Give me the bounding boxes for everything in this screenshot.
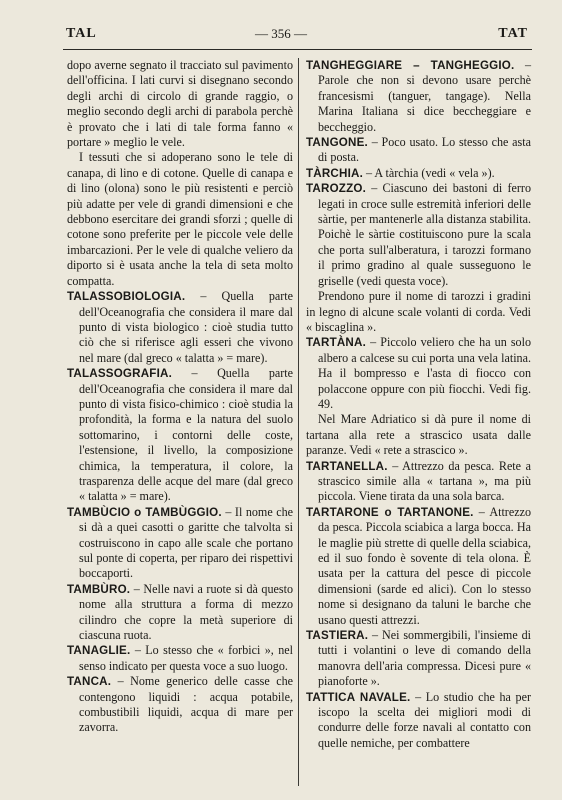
page-number: — 356 — (255, 26, 307, 41)
dictionary-entry (306, 166, 531, 181)
entry-definition: – Nei sommergibili, l'insieme di tutti i volantini o leve di comando della manovra dell'aria compressa. Dicesi pure « pianoforte ». (318, 628, 531, 689)
running-head-left: TAL (66, 26, 97, 41)
paragraph: Nel Mare Adriatico si dà pure il nome di tartana alla rete a strascico usata dalle paranze. Vedi « rete a strascico ». (306, 412, 531, 458)
entry-headword: TARTÀNA. (306, 336, 366, 350)
dictionary-entry (67, 582, 293, 644)
dictionary-entry (67, 674, 293, 736)
entry-headword: TASTIERA. (306, 629, 369, 643)
entry-headword: TAMBÙCIO o TAMBÙGGIO. (67, 505, 222, 519)
dictionary-entry (306, 181, 531, 289)
entry-definition: – Quella parte dell'Oceanografia che considera il mare dal punto di vista biologico : cioè studia tutto ciò che si riferisce agli esseri che vivono nel mare (dal greco « talatta » = mare). (79, 289, 293, 365)
entry-definition: – Attrezzo da pesca. Piccola sciabica a larga bocca. Ha le maglie più strette di quelle della sciabica, ed il suo fondo è sovente di tela olona. È usata per la cattura del pesce di piccole dimensioni (sarde ed alici). Con lo stesso nome si designano da taluni le barche che usano questi attrezzi. (318, 504, 531, 627)
entry-headword: TANCA. (67, 675, 112, 689)
entry-headword: TANGHEGGIARE – TANGHEGGIO. (306, 59, 515, 72)
dictionary-entry (306, 335, 531, 412)
entry-headword: TANAGLIE. (67, 644, 131, 658)
dictionary-entry (306, 135, 531, 166)
entry-definition: – Ciascuno dei bastoni di ferro legati in croce sulle estremità inferiori delle sàrtie, per mantenerle alla distanza stabilita. Poichè le sàrtie costituiscono pure la scala che porta sull'alberatura, i tarozzi formano il primo gradino al quale susseguono le griselle (vedi questa voce). (318, 181, 531, 288)
dictionary-entry (67, 505, 293, 582)
entry-definition: – Lo studio che ha per iscopo la scelta dei migliori modi di condurre delle forze navali al contatto con quelle nemiche, per combattere (318, 689, 532, 750)
entry-headword: TAMBÙRO. (67, 582, 131, 596)
entry-headword: TÀRCHIA. (306, 166, 363, 180)
left-column (67, 58, 293, 736)
entry-headword: TALASSOBIOLOGIA. (67, 290, 186, 304)
paragraph: I tessuti che si adoperano sono le tele di canapa, di lino e di cotone. Quelle di canapa e di lino (olona) sono le più resistenti e perciò più adatte per vele di grandi dimensioni e che debbono esercitare dei grandi sforzi ; quelle di cotone sono preferite per le piccole vele delle imbarcazioni. Per le vele di qualche veliero da diporto si è usata anche la tela di seta molto compatta. (67, 150, 293, 288)
entry-definition: – Piccolo veliero che ha un solo albero a calcese su cui porta una vela latina. Ha il bompresso e l'asta di fiocco con polaccone oppure con più fiocchi. Vedi fig. 49. (318, 335, 531, 411)
entry-definition: – Quella parte dell'Oceanografia che considera il mare dal punto di vista fisico-chimico : cioè studia la profondità, la forma e la natura del suolo sottomarino, i contorni delle coste, l'estensione, il livello, la composizione chimica, la temperatura, il colore, la trasparenza delle acque del mare (dal greco « talatta » = mare). (79, 366, 293, 504)
entry-definition: – Attrezzo da pesca. Rete a strascico simile alla « tartana », ma più piccola. Viene tirata da una sola barca. (318, 458, 531, 504)
entry-definition: – Il nome che si dà a quei casotti o garitte che talvolta si costruiscono in capo alle scale che portano sul ponte di coperta, per riparo dei rispettivi boccaporti. (79, 504, 293, 581)
dictionary-entry (67, 366, 293, 505)
entry-definition: – Nelle navi a ruote si dà questo nome alla struttura a forma di mezzo cilindro che copre la metà superiore di ciascuna ruota. (79, 581, 293, 643)
right-column (306, 58, 531, 751)
entry-headword: TALASSOGRAFIA. (67, 367, 172, 381)
entry-definition: – A tàrchia (vedi « vela »). (363, 165, 495, 180)
column-divider (298, 58, 299, 786)
entry-headword: TATTICA NAVALE. (306, 690, 411, 704)
entry-headword: TANGONE. (306, 136, 368, 150)
entry-definition: – Poco usato. Lo stesso che asta di posta. (318, 135, 531, 165)
dictionary-entry (306, 690, 531, 752)
entry-definition: – Lo stesso che « forbici », nel senso indicato per questa voce a suo luogo. (79, 643, 293, 673)
dictionary-entry (67, 289, 293, 366)
continued-text: dopo averne segnato il tracciato sul pavimento dell'officina. I lati curvi si disegnano secondo degli archi di circolo di grande raggio, o meglio secondo degli archi di parabola perchè è provato che i lati di tale forma fanno « portare » meglio le vele. (67, 58, 293, 150)
dictionary-entry (306, 58, 531, 135)
entry-definition: – Parole che non si devono usare perchè francesismi (tanguer, tangage). Nella Marina Italiana si dice beccheggiare e beccheggio. (318, 58, 531, 134)
dictionary-entry (67, 643, 293, 674)
entry-headword: TARTARONE o TARTANONE. (306, 505, 474, 519)
header-rule (63, 49, 532, 50)
entry-definition: – Nome generico delle casse che contengono liquidi : acqua potabile, combustibili liquidi, acqua di mare per zavorra. (79, 674, 293, 735)
paragraph: Prendono pure il nome di tarozzi i gradini in legno di alcune scale volanti di corda. Vedi « biscaglina ». (306, 289, 531, 334)
dictionary-entry (306, 505, 531, 628)
dictionary-entry (306, 459, 531, 505)
running-head-right: TAT (498, 26, 528, 41)
entry-headword: TARTANELLA. (306, 459, 388, 473)
entry-headword: TAROZZO. (306, 182, 366, 196)
dictionary-entry (306, 628, 531, 690)
